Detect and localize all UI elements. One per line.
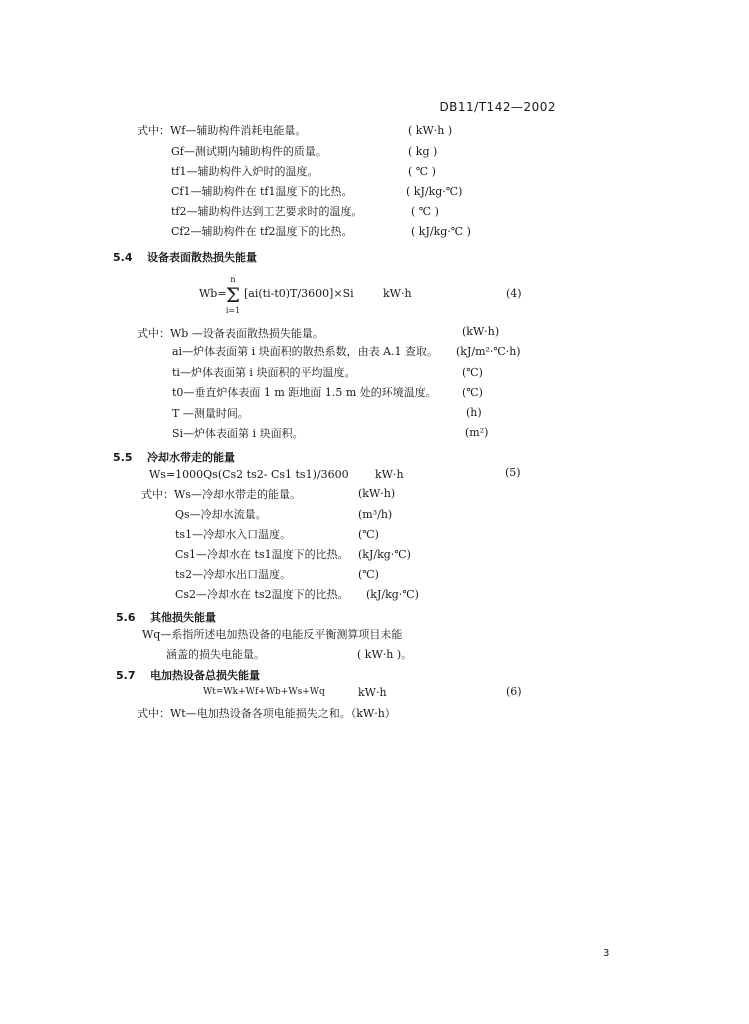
- def-line: ai—炉体表面第 i 块面积的散热系数，由表 A.1 查取。: [172, 345, 439, 358]
- def-unit: ( ℃ ): [408, 165, 436, 178]
- def-unit: (m³/h): [358, 508, 393, 521]
- def-line: 式中：Wf—辅助构件消耗电能量。: [137, 124, 307, 137]
- section-title: 电加热设备总损失能量: [150, 669, 260, 682]
- def-line: Gf—测试期内辅助构件的质量。: [171, 145, 327, 158]
- section-number: 5.5: [113, 451, 133, 464]
- def-line: 式中：Ws—冷却水带走的能量。: [141, 488, 301, 501]
- formula-rhs: [ai(ti-t0)T/3600]×Si: [244, 287, 354, 300]
- section-number: 5.6: [116, 611, 136, 624]
- def-unit: (m²): [465, 426, 489, 439]
- def-unit: ( kJ/kg·℃ ): [411, 225, 471, 238]
- def-line: T —测量时间。: [172, 407, 249, 420]
- formula-lhs: Wb=: [199, 287, 227, 300]
- def-line: Cs2—冷却水在 ts2温度下的比热。: [175, 588, 349, 601]
- def-line: 式中：Wt—电加热设备各项电能损失之和。（kW·h）: [137, 707, 396, 720]
- equation-number: (4): [506, 287, 522, 300]
- def-line: Cf2—辅助构件在 tf2温度下的比热。: [171, 225, 353, 238]
- section-title: 冷却水带走的能量: [147, 451, 235, 464]
- def-line: Cf1—辅助构件在 tf1温度下的比热。: [171, 185, 353, 198]
- def-unit: (℃): [358, 528, 379, 541]
- def-unit: (℃): [462, 386, 483, 399]
- def-line: ts1—冷却水入口温度。: [175, 528, 292, 541]
- def-unit: (kJ/kg·℃): [358, 548, 411, 561]
- def-unit: ( kW·h ): [408, 124, 453, 137]
- formula-unit: kW·h: [383, 287, 412, 300]
- def-unit: (h): [466, 406, 482, 419]
- section-heading-5-6: [116, 609, 216, 625]
- def-line: tf1—辅助构件入炉时的温度。: [171, 165, 319, 178]
- section-heading-5-4: [113, 249, 257, 265]
- section-title: 其他损失能量: [150, 611, 216, 624]
- formula: Wt=Wk+Wf+Wb+Ws+Wq: [203, 687, 325, 697]
- def-line: ti—炉体表面第 i 块面积的平均温度。: [172, 366, 356, 379]
- def-line: 式中：Wb —设备表面散热损失能量。: [137, 327, 324, 340]
- def-unit: (℃): [358, 568, 379, 581]
- def-line: ts2—冷却水出口温度。: [175, 568, 292, 581]
- def-line: Si—炉体表面第 i 块面积。: [172, 427, 304, 440]
- def-unit: (℃): [462, 366, 483, 379]
- sum-upper-limit: n: [230, 275, 236, 284]
- sigma-symbol: Σ: [225, 283, 241, 307]
- def-unit: ( kW·h )。: [357, 648, 413, 661]
- summation: [225, 274, 241, 316]
- document-code: DB11/T142—2002: [439, 100, 556, 114]
- def-line: Wq—系指所述电加热设备的电能反平衡测算项目未能: [142, 628, 403, 641]
- equation-number: (5): [505, 466, 521, 479]
- equation-number: (6): [506, 685, 522, 698]
- def-line: 涵盖的损失电能量。: [166, 648, 265, 661]
- def-unit: (kW·h): [358, 487, 396, 500]
- def-line: tf2—辅助构件达到工艺要求时的温度。: [171, 205, 363, 218]
- def-unit: ( kg ): [408, 145, 438, 158]
- def-unit: (kW·h): [462, 325, 500, 338]
- section-title: 设备表面散热损失能量: [147, 251, 257, 264]
- formula-unit: kW·h: [375, 468, 404, 481]
- formula-unit: kW·h: [358, 686, 387, 699]
- section-heading-5-7: [116, 667, 260, 683]
- section-number: 5.4: [113, 251, 133, 264]
- def-unit: (kJ/kg·℃): [366, 588, 419, 601]
- sum-lower-limit: i=1: [225, 306, 241, 315]
- def-line: Qs—冷却水流量。: [175, 508, 267, 521]
- def-line: Cs1—冷却水在 ts1温度下的比热。: [175, 548, 349, 561]
- section-number: 5.7: [116, 669, 136, 682]
- def-line: t0—垂直炉体表面 1 m 距地面 1.5 m 处的环境温度。: [172, 386, 437, 399]
- page-number: 3: [603, 948, 610, 959]
- def-unit: ( ℃ ): [411, 205, 439, 218]
- formula: Ws=1000Qs(Cs2 ts2- Cs1 ts1)/3600: [149, 468, 349, 481]
- def-unit: ( kJ/kg·℃): [406, 185, 463, 198]
- section-heading-5-5: [113, 449, 235, 465]
- def-unit: (kJ/m²·℃·h): [456, 345, 521, 358]
